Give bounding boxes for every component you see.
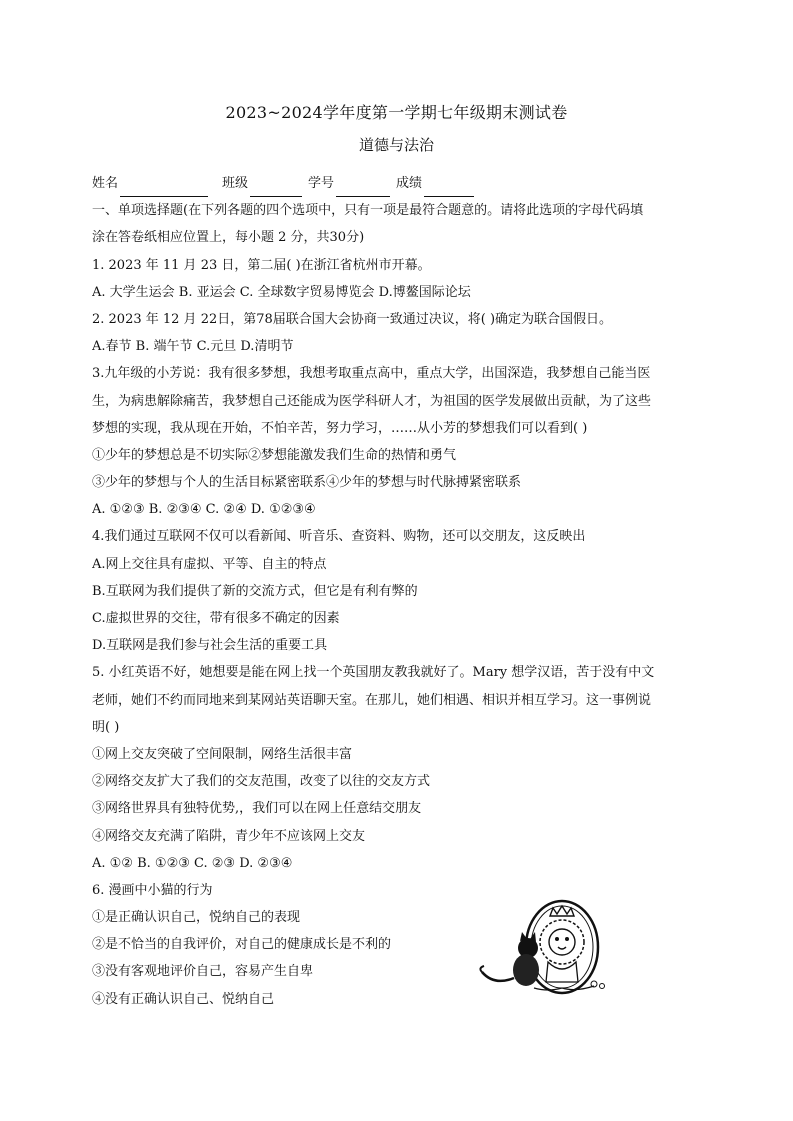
score-label: 成绩 <box>396 175 423 191</box>
q3-statements-2: ③少年的梦想与个人的生活目标紧密联系④少年的梦想与时代脉搏紧密联系 <box>92 475 522 491</box>
q3-options: A. ①②③ B. ②③④ C. ②④ D. ①②③④ <box>92 502 316 518</box>
q5-stem-line-3: 明( ) <box>92 719 120 735</box>
q6-statement-1: ①是正确认识自己，悦纳自己的表现 <box>92 910 301 926</box>
student-id-label: 学号 <box>308 175 335 191</box>
q5-stem-line-2: 老师，她们不约而同地来到某网站英语聊天室。在那儿，她们相遇、相识并相互学习。这一事例说 <box>92 692 652 708</box>
q5-stem-line-1: 5. 小红英语不好，她想要是能在网上找一个英国朋友教我就好了。Mary 想学汉语，苦于没有中文 <box>92 665 655 681</box>
q4-option-d: D.互联网是我们参与社会生活的重要工具 <box>92 638 328 654</box>
q4-option-a: A.网上交往具有虚拟、平等、自主的特点 <box>92 556 327 572</box>
q3-stem-line-1: 3.九年级的小芳说：我有很多梦想，我想考取重点高中，重点大学，出国深造，我梦想自己能当医 <box>92 366 651 382</box>
q3-stem-line-2: 生，为病患解除痛苦，我梦想自己还能成为医学科研人才，为祖国的医学发展做出贡献，为了这些 <box>92 393 652 409</box>
name-blank[interactable] <box>120 180 208 197</box>
q3-stem-line-3: 梦想的实现，我从现在开始，不怕辛苦，努力学习，……从小芳的梦想我们可以看到( ) <box>92 420 588 436</box>
score-blank[interactable] <box>424 180 474 197</box>
q3-statements-1: ①少年的梦想总是不切实际②梦想能激发我们生命的热情和勇气 <box>92 447 457 463</box>
q1-stem: 1. 2023 年 11 月 23 日，第二届( )在浙江省杭州市开幕。 <box>92 257 431 273</box>
section-intro-line-2: 涂在答卷纸相应位置上，每小题 2 分，共30分) <box>92 230 365 246</box>
section-intro-line-1: 一、单项选择题(在下列各题的四个选项中，只有一项是最符合题意的。请将此选项的字母代码填 <box>92 203 644 219</box>
cat-mirror-lion-cartoon-icon <box>476 896 618 998</box>
q4-option-b: B.互联网为我们提供了新的交流方式，但它是有利有弊的 <box>92 583 418 599</box>
q5-statement-2: ②网络交友扩大了我们的交友范围，改变了以往的交友方式 <box>92 774 431 790</box>
student-info-row <box>92 170 712 197</box>
class-blank[interactable] <box>250 180 302 197</box>
q5-statement-1: ①网上交友突破了空间限制，网络生活很丰富 <box>92 746 353 762</box>
exam-subject: 道德与法治 <box>358 136 434 154</box>
q2-options: A.春节 B. 端午节 C.元旦 D.清明节 <box>92 339 294 355</box>
q6-stem: 6. 漫画中小猫的行为 <box>92 882 213 898</box>
q1-options: A. 大学生运会 B. 亚运会 C. 全球数字贸易博览会 D.博鳌国际论坛 <box>92 284 471 300</box>
q5-statement-4: ④网络交友充满了陷阱，青少年不应该网上交友 <box>92 828 366 844</box>
q6-statement-4: ④没有正确认识自己、悦纳自己 <box>92 991 275 1007</box>
exam-content <box>92 170 712 1013</box>
class-label: 班级 <box>222 175 249 191</box>
name-label: 姓名 <box>92 175 119 191</box>
q4-option-c: C.虚拟世界的交往，带有很多不确定的因素 <box>92 611 340 626</box>
q5-options: A. ①② B. ①②③ C. ②③ D. ②③④ <box>92 855 293 871</box>
q6-statement-3: ③没有客观地评价自己，容易产生自卑 <box>92 964 314 980</box>
exam-title: 2023~2024学年度第一学期七年级期末测试卷 <box>225 103 568 122</box>
q6-statement-2: ②是不恰当的自我评价，对自己的健康成长是不利的 <box>92 937 392 953</box>
q5-statement-3: ③网络世界具有独特优势,，我们可以在网上任意结交朋友 <box>92 801 422 817</box>
q4-stem: 4.我们通过互联网不仅可以看新闻、听音乐、查资料、购物，还可以交朋友，这反映出 <box>92 529 586 545</box>
q2-stem: 2. 2023 年 12 月 22日，第78届联合国大会协商一致通过决议，将( )确定为联合国假日。 <box>92 311 613 327</box>
student-id-blank[interactable] <box>336 180 390 197</box>
